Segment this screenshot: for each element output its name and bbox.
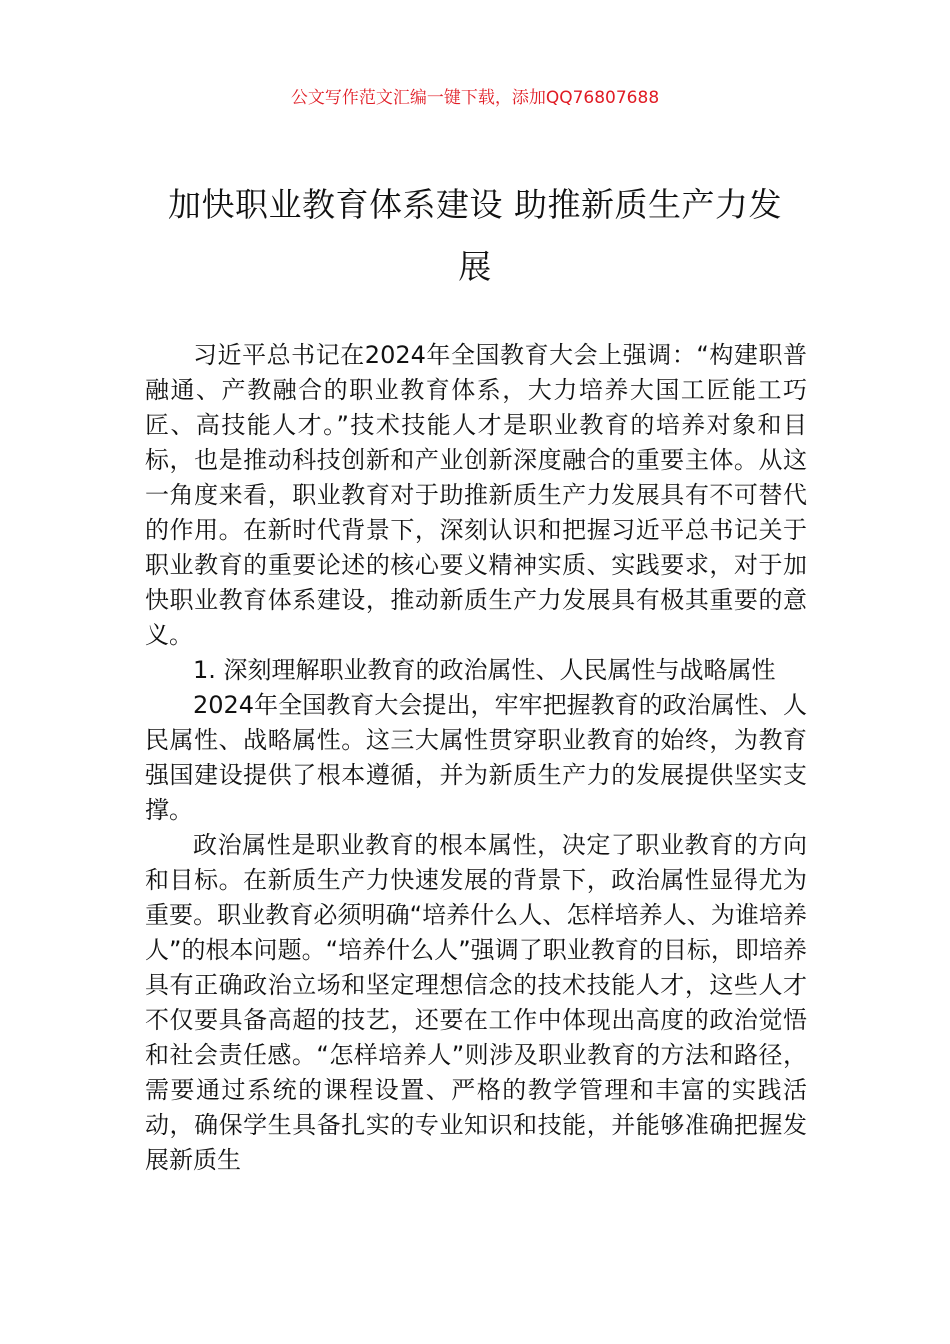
document-body xyxy=(145,338,807,1178)
page-title xyxy=(145,174,805,298)
paragraph-intro: 习近平总书记在2024年全国教育大会上强调：“构建职普融通、产教融合的职业教育体系，大力培养大国工匠能工巧匠、高技能人才。”技术技能人才是职业教育的培养对象和目标，也是推动科技创新和产业创新深度融合的重要主体。从这一角度来看，职业教育对于助推新质生产力发展具有不可替代的作用。在新时代背景下，深刻认识和把握习近平总书记关于职业教育的重要论述的核心要义精神实质、实践要求，对于加快职业教育体系建设，推动新质生产力发展具有极其重要的意义。 xyxy=(145,341,807,649)
title-line-2: 展 xyxy=(458,247,492,286)
title-line-1: 加快职业教育体系建设 助推新质生产力发 xyxy=(168,185,782,224)
section-heading-1: 1. 深刻理解职业教育的政治属性、人民属性与战略属性 xyxy=(193,656,776,684)
download-banner: 公文写作范文汇编一键下载，添加QQ76807688 xyxy=(290,88,660,108)
paragraph-three-attributes: 2024年全国教育大会提出，牢牢把握教育的政治属性、人民属性、战略属性。这三大属性贯穿职业教育的始终，为教育强国建设提供了根本遵循，并为新质生产力的发展提供坚实支撑。 xyxy=(145,691,807,824)
paragraph-political-attribute: 政治属性是职业教育的根本属性，决定了职业教育的方向和目标。在新质生产力快速发展的背景下，政治属性显得尤为重要。职业教育必须明确“培养什么人、怎样培养人、为谁培养人”的根本问题。“培养什么人”强调了职业教育的目标，即培养具有正确政治立场和坚定理想信念的技术技能人才，这些人才不仅要具备高超的技艺，还要在工作中体现出高度的政治觉悟和社会责任感。“怎样培养人”则涉及职业教育的方法和路径，需要通过系统的课程设置、严格的教学管理和丰富的实践活动，确保学生具备扎实的专业知识和技能，并能够准确把握发展新质生 xyxy=(145,831,807,1174)
